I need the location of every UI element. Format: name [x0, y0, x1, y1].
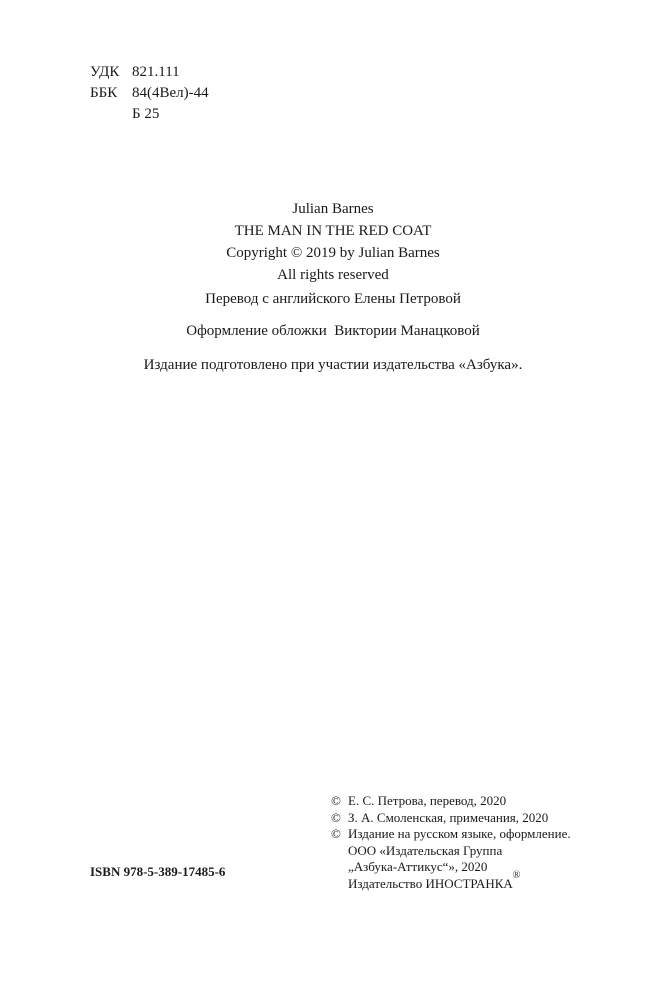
- udk-label: УДК: [90, 64, 120, 80]
- bbk-row: [90, 83, 209, 104]
- copyright-symbol: ©: [331, 809, 341, 825]
- copyright-publisher-line1: ООО «Издательская Группа: [348, 842, 503, 858]
- copyright-imprint: Издательство ИНОСТРАНКА: [348, 875, 513, 891]
- translation-credit: [0, 288, 666, 310]
- copyright-row-edition: [331, 826, 571, 843]
- udk-value: 821.111: [132, 64, 180, 80]
- copyright-edition: Издание на русском языке, оформление.: [348, 826, 571, 841]
- copyright-translator: Е. С. Петрова, перевод, 2020: [348, 793, 507, 808]
- original-author: Julian Barnes: [292, 201, 374, 217]
- author-mark-row: [90, 104, 209, 125]
- copyright-row-notes: [331, 810, 571, 827]
- udk-row: [90, 62, 209, 83]
- copyright-row-publisher-1: [331, 843, 571, 860]
- translation-credit-text: Перевод с английского Елены Петровой: [205, 291, 461, 307]
- original-copyright: Copyright © 2019 by Julian Barnes: [226, 245, 440, 261]
- bbk-value: 84(4Вел)-44: [132, 85, 209, 101]
- copyright-notes: З. А. Смоленская, примечания, 2020: [348, 809, 549, 825]
- cover-design-credit-text: Оформление обложки Виктории Манацковой: [186, 323, 480, 339]
- original-title: THE MAN IN THE RED COAT: [234, 223, 432, 239]
- author-mark: Б 25: [132, 106, 160, 122]
- copyright-row-translator: [331, 793, 571, 810]
- edition-note: [0, 354, 666, 376]
- edition-note-text: Издание подготовлено при участии издательства «Азбука».: [143, 357, 523, 373]
- original-rights: All rights reserved: [277, 267, 389, 283]
- original-edition-block: [0, 198, 666, 286]
- copyright-publisher-line2: „Азбука-Аттикус“», 2020: [348, 859, 488, 874]
- copyright-symbol: ©: [331, 793, 341, 808]
- registered-mark: ®: [512, 869, 521, 881]
- bbk-label: ББК: [90, 85, 118, 101]
- copyright-block: [331, 793, 571, 892]
- copyright-row-publisher-2: [331, 859, 571, 876]
- classification-block: [90, 62, 209, 125]
- cover-design-credit: [0, 320, 666, 342]
- copyright-row-imprint: [331, 869, 571, 893]
- isbn: ISBN 978-5-389-17485-6: [90, 864, 226, 879]
- copyright-symbol: ©: [331, 826, 341, 841]
